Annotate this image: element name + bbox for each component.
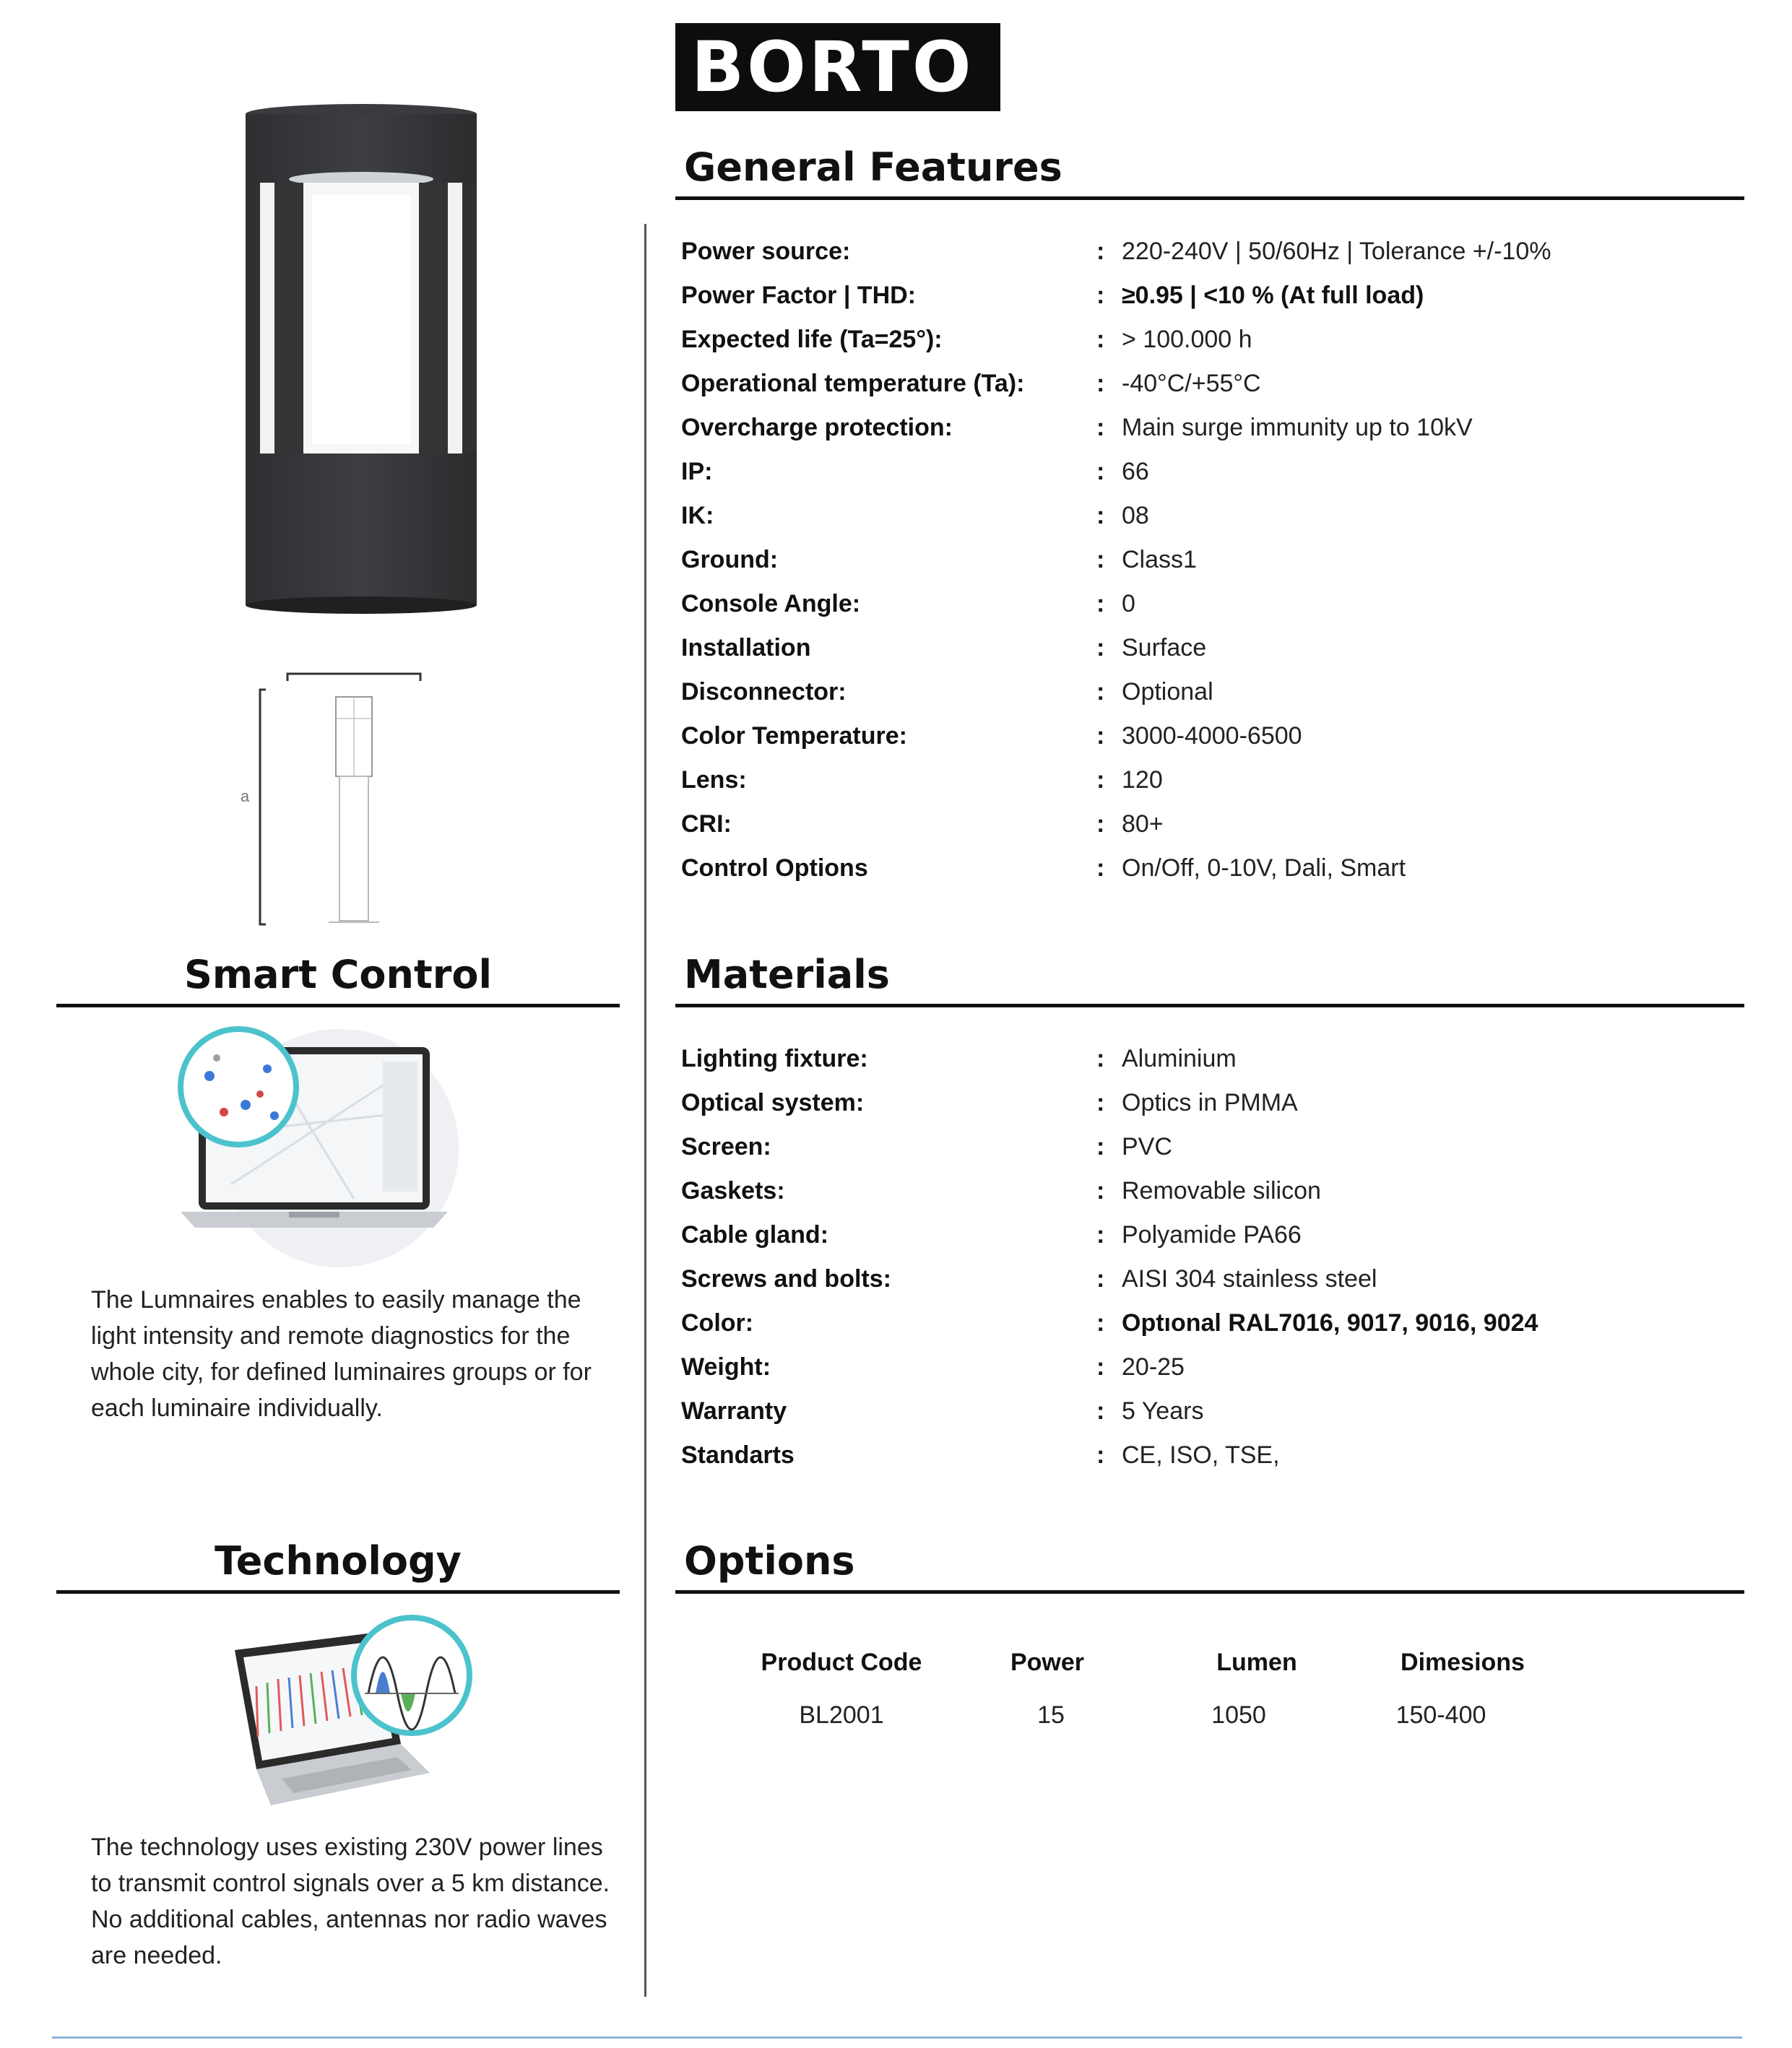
materials-row-value: AISI 304 stainless steel (1122, 1265, 1377, 1293)
general-row-label: Control Options (681, 854, 868, 882)
general-features-title: General Features (684, 144, 1062, 190)
materials-row-label: Color: (681, 1309, 754, 1337)
general-row-label: Ground: (681, 546, 779, 573)
general-row-label: CRI: (681, 810, 732, 838)
general-features-rule (675, 196, 1744, 200)
options-header-product-code: Product Code (761, 1649, 922, 1676)
materials-row-label: Screws and bolts: (681, 1265, 891, 1293)
materials-row-colon: : (1096, 1177, 1105, 1205)
brand-logo: BORTO (675, 23, 1000, 111)
general-row-colon: : (1096, 282, 1105, 309)
general-row (681, 494, 1728, 538)
materials-row (681, 1301, 1728, 1345)
options-rule (675, 1590, 1744, 1594)
options-header-lumen: Lumen (1216, 1649, 1297, 1676)
materials-row-label: Optical system: (681, 1089, 865, 1116)
general-row (681, 318, 1728, 362)
smart-control-description: The Lumnaires enables to easily manage the light intensity and remote diagnostics for the whole city, for defined luminaires groups or for each luminaire individually. (91, 1286, 592, 1422)
general-row-colon: : (1096, 722, 1105, 750)
options-header-power: Power (1010, 1649, 1085, 1676)
general-row-value: 0 (1122, 590, 1135, 617)
general-row (681, 230, 1728, 274)
product-image (231, 101, 491, 621)
materials-row (681, 1169, 1728, 1213)
general-row (681, 714, 1728, 758)
general-row-label: Disconnector: (681, 678, 847, 706)
general-row (681, 406, 1728, 450)
general-row-label: Color Temperature: (681, 722, 907, 750)
general-row (681, 582, 1728, 626)
smart-control-rule (56, 1004, 620, 1007)
general-row-label: Expected life (Ta=25°): (681, 326, 943, 353)
general-row (681, 626, 1728, 670)
technology-title: Technology (215, 1538, 462, 1584)
materials-title: Materials (684, 952, 890, 997)
materials-row (681, 1213, 1728, 1257)
general-row-colon: : (1096, 238, 1105, 265)
general-row-value: > 100.000 h (1122, 326, 1252, 353)
general-row-value: 08 (1122, 502, 1149, 529)
materials-row-value: Aluminium (1122, 1045, 1237, 1072)
general-row-colon: : (1096, 678, 1105, 706)
materials-row-label: Cable gland: (681, 1221, 829, 1249)
smart-control-image (166, 1025, 477, 1271)
general-row-colon: : (1096, 590, 1105, 617)
general-row-colon: : (1096, 458, 1105, 485)
general-row (681, 450, 1728, 494)
general-row-label: IP: (681, 458, 713, 485)
general-row (681, 670, 1728, 714)
general-row (681, 758, 1728, 802)
materials-row (681, 1125, 1728, 1169)
options-header-dimensions: Dimesions (1401, 1649, 1525, 1676)
general-row-label: Lens: (681, 766, 747, 794)
materials-row-label: Gaskets: (681, 1177, 785, 1205)
materials-row-value: Polyamide PA66 (1122, 1221, 1302, 1249)
general-row-label: IK: (681, 502, 714, 529)
general-row-value: 3000-4000-6500 (1122, 722, 1302, 750)
technology-description: The technology uses existing 230V power lines to transmit control signals over a 5 km distance. No additional cables, antennas nor radio waves are needed. (91, 1834, 610, 1969)
materials-row-label: Screen: (681, 1133, 771, 1160)
materials-row (681, 1257, 1728, 1301)
materials-row-value: CE, ISO, TSE, (1122, 1441, 1280, 1469)
materials-row-value: PVC (1122, 1133, 1172, 1160)
options-cell-product-code: BL2001 (799, 1701, 884, 1729)
general-row-label: Overcharge protection: (681, 414, 953, 441)
materials-row-label: Standarts (681, 1441, 795, 1469)
general-row-colon: : (1096, 810, 1105, 838)
materials-row-colon: : (1096, 1045, 1105, 1072)
materials-row-colon: : (1096, 1089, 1105, 1116)
general-row (681, 274, 1728, 318)
materials-row (681, 1037, 1728, 1081)
general-row-value: Surface (1122, 634, 1207, 661)
technology-image (213, 1607, 488, 1838)
materials-row (681, 1389, 1728, 1433)
general-row-colon: : (1096, 326, 1105, 353)
general-row-label: Power Factor | THD: (681, 282, 916, 309)
materials-rule (675, 1004, 1744, 1007)
materials-row (681, 1081, 1728, 1125)
materials-row-colon: : (1096, 1397, 1105, 1425)
materials-row-value: 5 Years (1122, 1397, 1204, 1425)
materials-row-colon: : (1096, 1309, 1105, 1337)
general-row (681, 802, 1728, 846)
general-row-colon: : (1096, 634, 1105, 661)
footer-rule (52, 2036, 1742, 2039)
general-row-value: -40°C/+55°C (1122, 370, 1261, 397)
general-row-value: 120 (1122, 766, 1163, 794)
options-cell-lumen: 1050 (1211, 1701, 1266, 1729)
dimension-drawing (231, 668, 433, 935)
general-row-colon: : (1096, 546, 1105, 573)
materials-row-value: Optics in PMMA (1122, 1089, 1298, 1116)
technology-rule (56, 1590, 620, 1594)
general-row-value: 220-240V | 50/60Hz | Tolerance +/-10% (1122, 238, 1551, 265)
materials-row-colon: : (1096, 1133, 1105, 1160)
general-row-colon: : (1096, 370, 1105, 397)
materials-row-value: Optıonal RAL7016, 9017, 9016, 9024 (1122, 1309, 1538, 1337)
general-row-colon: : (1096, 502, 1105, 529)
general-row-label: Console Angle: (681, 590, 861, 617)
general-row-value: 66 (1122, 458, 1149, 485)
general-row-colon: : (1096, 766, 1105, 794)
general-row (681, 538, 1728, 582)
materials-row (681, 1433, 1728, 1478)
general-row-label: Installation (681, 634, 811, 661)
general-row (681, 362, 1728, 406)
general-row-value: Class1 (1122, 546, 1197, 573)
general-row-value: 80+ (1122, 810, 1164, 838)
smart-control-title: Smart Control (183, 952, 493, 997)
materials-row-colon: : (1096, 1441, 1105, 1469)
general-row-value: On/Off, 0-10V, Dali, Smart (1122, 854, 1406, 882)
column-divider (644, 224, 646, 1997)
materials-row-label: Warranty (681, 1397, 787, 1425)
materials-row-colon: : (1096, 1221, 1105, 1249)
general-row-value: Main surge immunity up to 10kV (1122, 414, 1473, 441)
general-row-label: Operational temperature (Ta): (681, 370, 1025, 397)
materials-row-colon: : (1096, 1265, 1105, 1293)
dimension-label: a (241, 787, 250, 805)
general-row-colon: : (1096, 414, 1105, 441)
materials-row-colon: : (1096, 1353, 1105, 1381)
general-row-value: ≥0.95 | <10 % (At full load) (1122, 282, 1424, 309)
options-title: Options (684, 1538, 855, 1584)
general-row-colon: : (1096, 854, 1105, 882)
options-cell-power: 15 (1037, 1701, 1065, 1729)
options-cell-dimensions: 150-400 (1395, 1701, 1486, 1729)
materials-row-label: Lighting fixture: (681, 1045, 868, 1072)
general-row-value: Optional (1122, 678, 1213, 706)
materials-row-value: Removable silicon (1122, 1177, 1321, 1205)
general-row-label: Power source: (681, 238, 851, 265)
materials-row-label: Weight: (681, 1353, 771, 1381)
materials-row-value: 20-25 (1122, 1353, 1185, 1381)
general-row (681, 846, 1728, 890)
materials-row (681, 1345, 1728, 1389)
